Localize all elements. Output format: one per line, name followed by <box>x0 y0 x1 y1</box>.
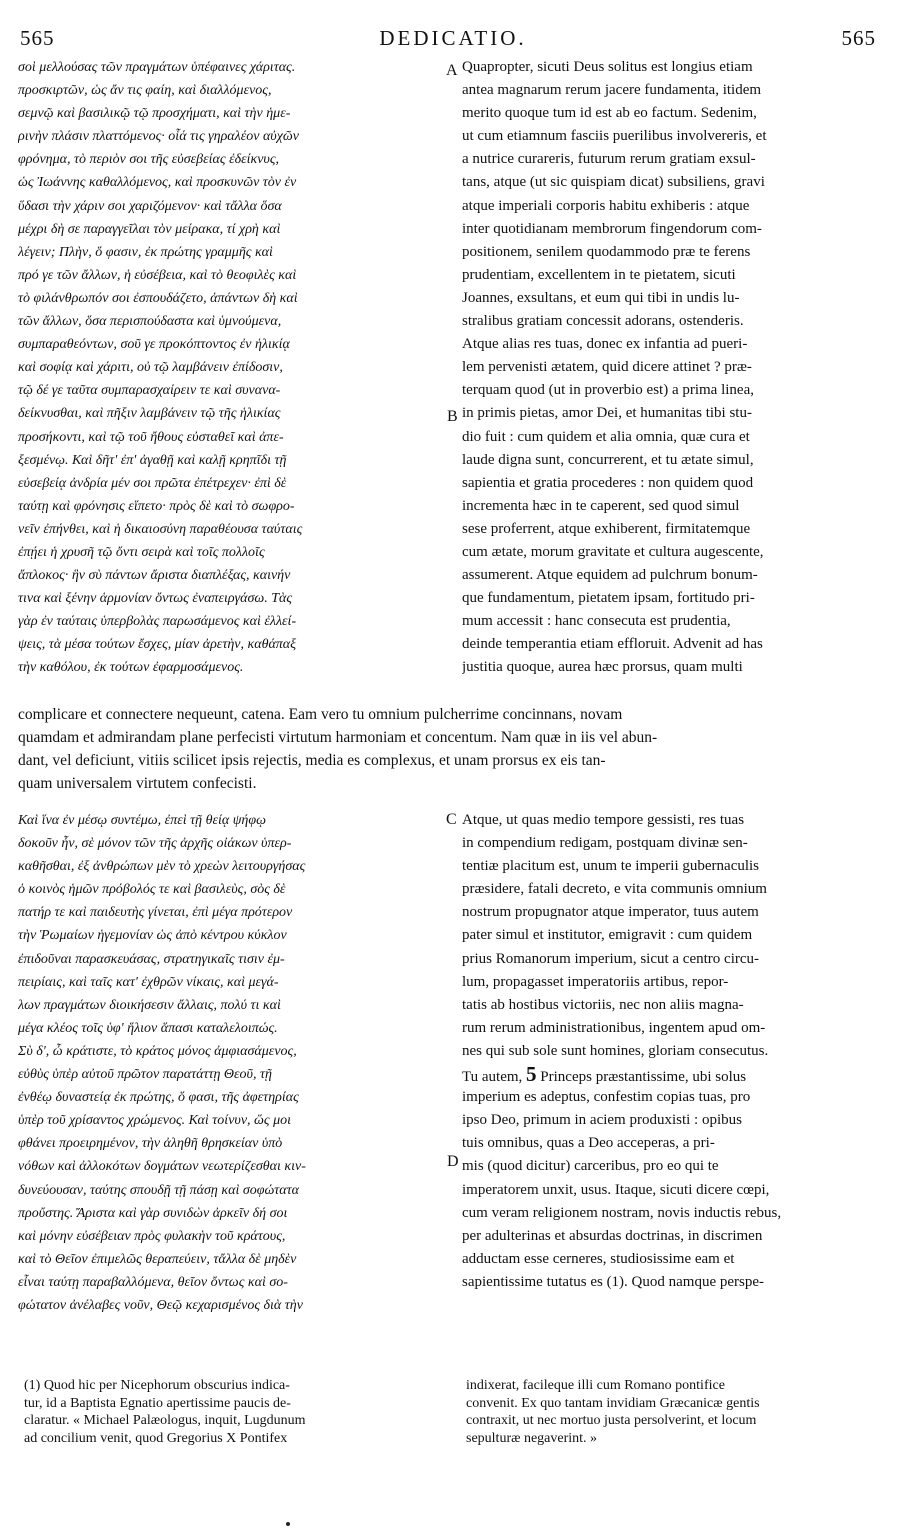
greek-line: φώτατον ἀνέλαβες νοῦν, Θεῷ κεχαρισμένος διὰ τὴν <box>18 1297 303 1313</box>
greek-line: νεῖν ἐπήνθει, καὶ ἡ δικαιοσύνη παραθέουσα ταύταις <box>18 521 303 537</box>
latin-line: sapientissime tutatus es (1). Quod namque perspe- <box>462 1273 765 1290</box>
greek-line: ταύτῃ καὶ φρόνησις εἵπετο· πρὸς δὲ καὶ τὸ σωφρο- <box>18 498 295 514</box>
greek-line: τὴν Ῥωμαίων ἡγεμονίαν ὡς ἀπὸ κέντρου κύκλον <box>18 928 287 944</box>
section-marker-a: A <box>446 62 458 79</box>
greek-line: ρινὴν πλάσιν πλαττόμενος· οἷά τις γηραλέον αὐχῶν <box>18 129 299 145</box>
greek-line: πρό γε τῶν ἄλλων, ἡ εὐσέβεια, καὶ τὸ θεοφιλὲς καὶ <box>18 267 297 283</box>
print-speck <box>286 1522 290 1526</box>
section-marker-d: D <box>447 1153 459 1170</box>
latin-line: complicare et connectere nequeunt, catena. Eam vero tu omnium pulcherrime concinnans, novam <box>18 706 623 723</box>
latin-line: quamdam et admirandam plane perfecisti virtutum harmoniam et concentum. Nam quæ in iis vel abun- <box>18 729 658 746</box>
greek-line: σεμνῷ καὶ βασιλικῷ τῷ προσχήματι, καὶ τὴν ἡμε- <box>18 106 291 122</box>
latin-line: Atque, ut quas medio tempore gessisti, res tuas <box>462 812 745 828</box>
greek-line: δυνεύουσαν, ταύτης σπουδῇ τῇ πάσῃ καὶ σοφώτατα <box>18 1182 299 1198</box>
greek-line: σοὶ μελλούσας τῶν πραγμάτων ὑπέφαινες χάριτας. <box>18 60 296 75</box>
latin-line: terquam quod (ut in proverbio est) a prima linea, <box>462 382 754 399</box>
latin-line: Atque alias res tuas, donec ex infantia ad pueri- <box>462 336 748 353</box>
greek-line: καὶ μόνην εὐσέβειαν πρὸς φυλακὴν τοῦ κράτους, <box>18 1228 286 1244</box>
latin-line: per adulterinas et absurdas doctrinas, in discrimen <box>462 1227 763 1244</box>
greek-line: δοκοῦν ἦν, σὲ μόνον τῶν τῆς ἀρχῆς οἰάκων ὑπερ- <box>18 836 292 852</box>
greek-line: ἐπιδοῦναι παρασκευάσας, στρατηγικαῖς τισιν ἐμ- <box>18 951 285 967</box>
greek-line: καὶ σοφίᾳ καὶ χάριτι, οὐ τῷ λαμβάνειν ἐπίδοσιν, <box>18 360 283 376</box>
greek-line: ξεσμένῳ. Καὶ δῆτ' ἐπ' ἀγαθῇ καὶ καλῇ κρηπῖδι τῇ <box>18 452 287 468</box>
greek-line: εἶναι ταύτῃ παραβαλλόμενα, θεῖον ὄντως καὶ σο- <box>18 1274 288 1290</box>
greek-line: ἐνθέῳ δυναστείᾳ ἐκ πρώτης, ὅ φασι, τῆς ἀφετηρίας <box>18 1090 299 1106</box>
latin-line: que fundamentum, pietatem ipsam, fortitudo pri- <box>462 590 755 607</box>
greek-line: ὡς Ἰωάννης καθαλλόμενος, καὶ προσκυνῶν τὸν ἐν <box>18 175 297 191</box>
greek-line: συμπαραθεόντων, σοῦ γε προκόπτοντος ἐν ἡλικίᾳ <box>18 337 290 353</box>
greek-line: φθάνει προειρημένον, τὴν ἀληθῆ θρησκείαν ὑπὸ <box>18 1136 283 1152</box>
latin-line: prudentiam, excellentem in te pietatem, sicuti <box>462 266 736 283</box>
greek-line: καὶ τὸ Θεῖον ἐπιμελῶς θεραπεύειν, τἄλλα δὲ μηδὲν <box>18 1251 297 1267</box>
greek-line: εὐσεβείᾳ ἀνδρία μέν σοι πρῶτα ἐπέτρεχεν· ἐπὶ δὲ <box>18 475 287 491</box>
greek-line: Σὺ δ', ὦ κράτιστε, τὸ κράτος μόνος ἀμφιασάμενος, <box>18 1043 297 1059</box>
greek-line: τῶν ἄλλων, ὅσα περισπούδαστα καὶ ὑμνούμενα, <box>18 314 282 330</box>
latin-line: incrementa hæc in te caperent, sed quod simul <box>462 497 740 514</box>
latin-line: pater simul et institutor, emigravit : cum quidem <box>462 927 753 944</box>
latin-line: tuis omnibus, quas a Deo acceperas, a pri- <box>462 1135 715 1152</box>
latin-line: adductam esse cerneres, studiosissime eam et <box>462 1250 735 1267</box>
latin-column-1 <box>462 56 880 680</box>
greek-line: ἄπλοκος· ἣν σὺ πάντων ἄριστα διαπλέξας, καινήν <box>18 568 291 584</box>
latin-line: sese proferrent, atque exhiberent, firmitatemque <box>462 520 751 537</box>
latin-line: præsidere, fatali decreto, e vita communis omnium <box>462 881 767 898</box>
greek-line: εὐθὺς ὑπὲρ αὐτοῦ πρῶτον παρατάττῃ Θεοῦ, τῇ <box>18 1067 272 1083</box>
latin-line: dant, vel deficiunt, vitiis scilicet ipsis rejectis, media es complexus, et unam prorsus ex eis tan- <box>18 752 606 769</box>
greek-line: ἐπῄει ἡ χρυσῆ τῷ ὄντι σειρὰ καὶ τοῖς πολλοῖς <box>18 544 265 560</box>
greek-line: πατήρ τε καὶ παιδευτὴς γίνεται, ἐπὶ μέγα πρότερον <box>18 905 293 921</box>
footnote-right <box>466 1377 880 1447</box>
greek-line: προσκιρτῶν, ὡς ἄν τις φαίη, καὶ διαλλόμενος, <box>18 83 272 99</box>
footnote-line: contraxit, ut nec mortuo justa persolverint, et locum <box>466 1413 757 1428</box>
greek-line: ὑπὲρ τοῦ χρίσαντος χρώμενος. Καὶ τοίνυν, ὥς μοι <box>18 1113 292 1129</box>
greek-line: πειρίαις, καὶ ταῖς κατ' ἐχθρῶν νίκαις, καὶ μεγά- <box>18 974 279 990</box>
latin-line: justitia quoque, aurea hæc prorsus, quam multi <box>462 659 743 676</box>
latin-line: atque imperiali corporis habitu exhiberis : atque <box>462 197 750 214</box>
page-number-right: 565 <box>841 26 876 50</box>
latin-line: positionem, senilem quodammodo præ te ferens <box>462 243 751 260</box>
latin-line: cum veram religionem nostram, novis inductis rebus, <box>462 1204 782 1221</box>
greek-column-1 <box>18 56 456 680</box>
latin-full-width-paragraph <box>18 703 880 795</box>
latin-line: quam universalem virtutem confecisti. <box>18 775 257 792</box>
latin-line: antea magnarum rerum jacere fundamenta, itidem <box>462 82 762 99</box>
latin-line: in primis pietas, amor Dei, et humanitas tibi stu- <box>462 405 752 422</box>
latin-line: a nutrice curareris, futurum rerum gratiam exsul- <box>462 151 756 168</box>
latin-line: in compendium redigam, postquam divinæ sen- <box>462 835 748 852</box>
latin-line: ipso Deo, primum in aciem produxisti : opibus <box>462 1112 742 1129</box>
latin-line: merito quoque tum id est ab eo factum. Sedenim, <box>462 105 757 122</box>
greek-line: προσήκοντι, καὶ τῷ τοῦ ἤθους εὐσταθεῖ καὶ ἀπε- <box>18 429 284 445</box>
section-marker-b: B <box>447 408 458 425</box>
footnote-line: claratur. « Michael Palæologus, inquit, Lugdunum <box>24 1413 306 1428</box>
latin-line: mum accessit : hanc consecuta est prudentia, <box>462 613 731 630</box>
greek-line: λων πραγμάτων διοικήσεσιν ἄλλαις, πολύ τι καὶ <box>18 997 281 1013</box>
footnote-left <box>24 1377 446 1447</box>
latin-line: inter quotidianam membrorum fingendorum com- <box>462 220 762 237</box>
greek-line: καθῆσθαι, ἐξ ἀνθρώπων μὲν τὸ χρεὼν λειτουργήσας <box>18 859 306 875</box>
line-text: Tu autem, <box>462 1069 527 1086</box>
greek-line: Καὶ ἵνα ἐν μέσῳ συντέμω, ἐπεὶ τῇ θείᾳ ψήφῳ <box>18 813 266 828</box>
latin-line: sapientia et gratia procederes : non quidem quod <box>462 474 754 491</box>
greek-line: ὁ κοινὸς ἡμῶν πρόβολός τε καὶ βασιλεὺς, σὸς δὲ <box>18 882 286 898</box>
footnote-line: convenit. Ex quo tantam invidiam Græcanicæ gentis <box>466 1395 760 1411</box>
latin-column-2 <box>462 809 880 1294</box>
latin-line: lum, propagasset imperatoriis artibus, repor- <box>462 973 729 990</box>
greek-line: λέγειν; Πλὴν, ὅ φασιν, ἐκ πρώτης γραμμῆς καὶ <box>18 244 273 260</box>
footnote-line: (1) Quod hic per Nicephorum obscurius indica- <box>24 1378 290 1393</box>
greek-line: φρόνημα, τὸ περιὸν σοι τῆς εὐσεβείας ἐδείκνυς, <box>18 152 280 168</box>
latin-line: tentiæ placitum est, unum te imperii gubernaculis <box>462 858 760 875</box>
latin-line: nostrum propugnator atque imperator, tuus autem <box>462 904 759 921</box>
latin-line: tans, atque (ut sic quispiam dicat) subsiliens, gravi <box>462 174 765 191</box>
latin-line: imperatorem unxit, usus. Itaque, sicuti dicere cœpi, <box>462 1181 770 1198</box>
greek-line: μέγα κλέος τοῖς ὑφ' ἥλιον ἅπασι καταλελοιπώς. <box>18 1020 278 1036</box>
latin-line-numbered <box>462 1063 880 1086</box>
latin-line: cum ætate, morum gravitate et cultura augescente, <box>462 543 764 560</box>
latin-line: assumerent. Atque equidem ad pulchrum bonum- <box>462 567 758 584</box>
running-title: DEDICATIO. <box>379 26 527 50</box>
greek-line: δείκνυσθαι, καὶ πῆξιν λαμβάνειν τῷ τῆς ἡλικίας <box>18 406 281 422</box>
latin-line: Quapropter, sicuti Deus solitus est longius etiam <box>462 59 753 75</box>
latin-line: imperium es adeptus, confestim copias tuas, pro <box>462 1089 751 1106</box>
greek-column-2 <box>18 809 448 1317</box>
latin-line: stralibus gratiam concessit adorans, ostenderis. <box>462 313 744 330</box>
section-marker-c: C <box>446 811 457 828</box>
greek-line: ψεις, τὰ μέσα τούτων ἔσχες, μίαν ἀρετὴν, καθάπαξ <box>18 637 297 653</box>
latin-line: rum rerum administrationibus, ingentem apud om- <box>462 1019 766 1036</box>
latin-line: tatis ab hostibus victoriis, nec non aliis magna- <box>462 996 744 1013</box>
line-text: Princeps præstantissime, ubi solus <box>536 1069 747 1086</box>
greek-line: ὕδασι τὴν χάριν σοι χαριζόμενον· καὶ τἄλλα ὅσα <box>18 198 282 214</box>
greek-line: γὰρ ἐν ταύταις ὑπερβολὰς παρωσάμενος καὶ ἐλλεί- <box>18 614 297 630</box>
footnote-line: ad concilium venit, quod Gregorius X Pontifex <box>24 1430 288 1446</box>
latin-line: dio fuit : cum quidem et alia omnia, quæ cura et <box>462 428 750 445</box>
greek-line: τῷ δέ γε ταῦτα συμπαρασχαίρειν τε καὶ συνανα- <box>18 383 281 399</box>
latin-line: laude digna sunt, concurrerent, et tu ætate simul, <box>462 451 754 468</box>
greek-line: τινα καὶ ξένην ἁρμονίαν ὄντως ἐναπειργάσω. Τὰς <box>18 591 293 607</box>
latin-line: Joannes, exsultans, et eum qui tibi in undis lu- <box>462 289 740 306</box>
greek-line: τὸ φιλάνθρωπόν σοι ἐσπουδάζετο, ἁπάντων δὴ καὶ <box>18 290 298 306</box>
latin-line: lem pervenisti ætatem, quid dicere attinet ? præ- <box>462 359 752 376</box>
latin-line: deinde temperantia etiam effloruit. Advenit ad has <box>462 636 763 653</box>
greek-line: νόθων καὶ ἀλλοκότων δογμάτων νεωτερίζεσθαι κιν- <box>18 1159 306 1175</box>
latin-line: mis (quod dicitur) carceribus, pro eo qui te <box>462 1158 719 1175</box>
latin-line: prius Romanorum imperium, sicut a centro circu- <box>462 950 760 967</box>
greek-line: μέχρι δὴ σε παραγγεῖλαι τὸν μείρακα, τί χρὴ καὶ <box>18 221 281 237</box>
greek-line: προὔστης. Ἄριστα καὶ γὰρ συνιδὼν ἀρκεῖν δή σοι <box>18 1205 288 1221</box>
greek-line: τὴν καθόλου, ἐκ τούτων ἐφαρμοσάμενος. <box>18 660 244 676</box>
latin-line: ut cum etiamnum fasciis puerilibus involvereris, et <box>462 128 767 145</box>
section-number: 5 <box>526 1063 537 1087</box>
footnote-line: sepulturæ negaverint. » <box>466 1430 598 1446</box>
footnote-line: indixerat, facileque illi cum Romano pontifice <box>466 1378 725 1393</box>
latin-line: nes qui sub sole sunt homines, gloriam consecutus. <box>462 1042 769 1059</box>
page-number-left: 565 <box>20 26 55 50</box>
footnote-line: tur, id a Baptista Egnatio apertissime paucis de- <box>24 1395 291 1411</box>
